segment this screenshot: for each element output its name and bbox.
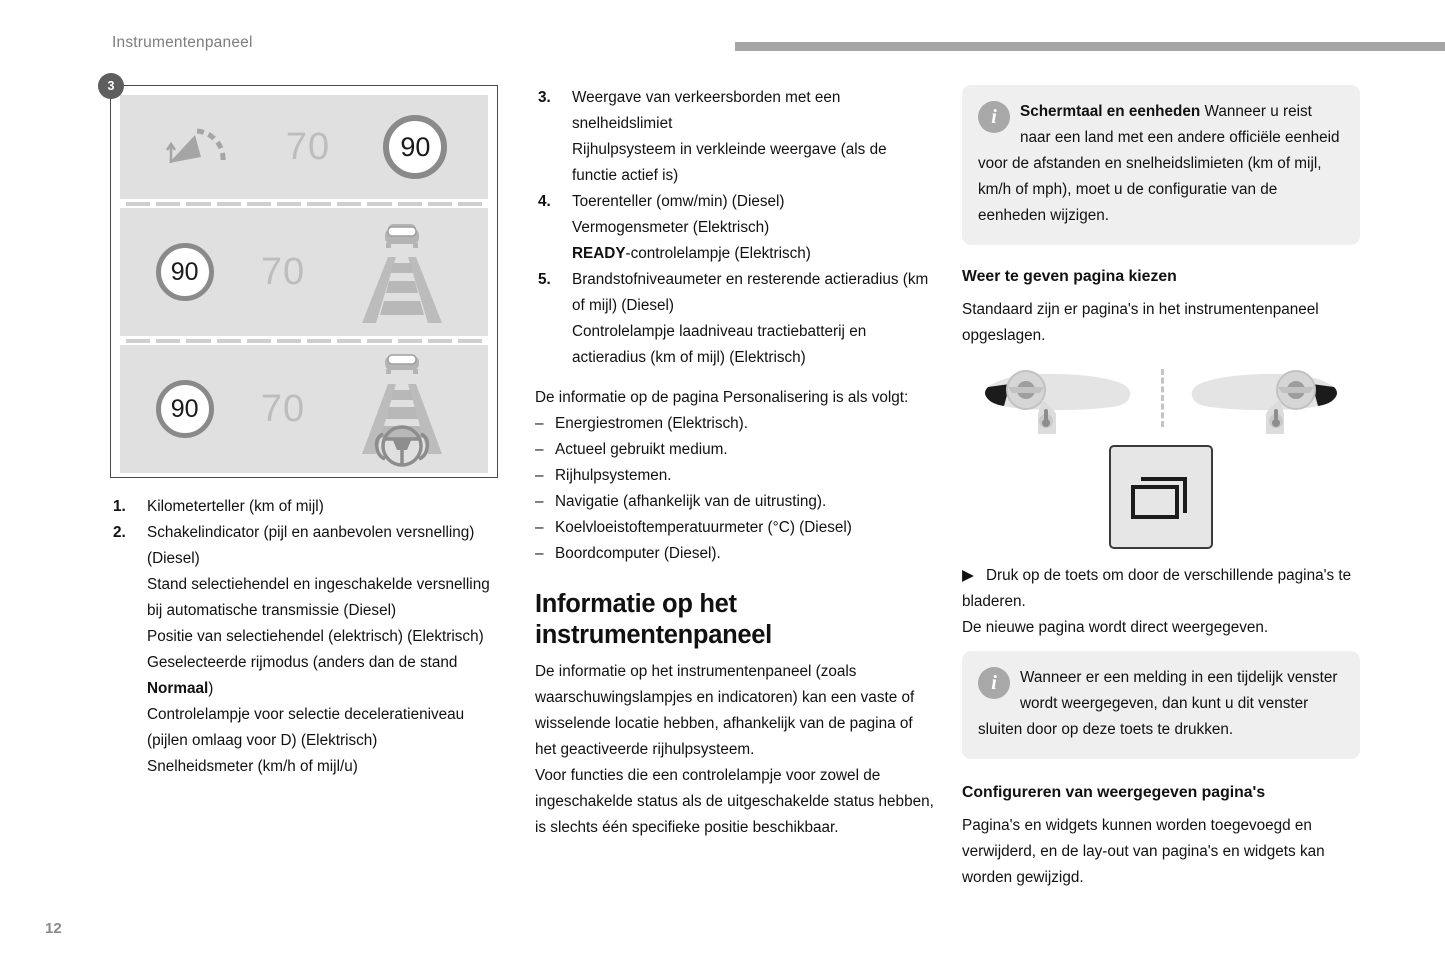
- bullet-item: – Rijhulpsystemen.: [535, 463, 935, 489]
- figure-speed-sign-2: 90: [156, 243, 214, 301]
- paragraph-widgets: Pagina's en widgets kunnen worden toegevoegd en verwijderd, en de lay-out van pagina's en widgets kan worden gewijzigd.: [962, 817, 1325, 886]
- arrow-instruction: [962, 563, 1360, 615]
- header-rule: [735, 42, 1445, 51]
- bullet-item: – Energiestromen (Elektrisch).: [535, 411, 935, 437]
- personalisering-intro: De informatie op de pagina Personalisering is als volgt:: [535, 389, 909, 406]
- list-number: 5.: [538, 271, 551, 288]
- list-item-3: [535, 85, 935, 189]
- section-heading: Informatie op het instrumentenpaneel: [535, 590, 772, 649]
- bullet-item: – Boordcomputer (Diesel).: [535, 541, 935, 567]
- list-item-1: [110, 494, 500, 520]
- heading-weer-te-geven: Weer te geven pagina kiezen: [962, 268, 1177, 285]
- page-number: 12: [45, 920, 62, 937]
- speed-limit-gauge-icon: [161, 123, 233, 171]
- steering-wheel-illustration: [962, 367, 1360, 437]
- info-box-text: Wanneer u reist naar een land met een andere officiële eenheid voor de afstanden en snelheidslimieten (km of mijl, km/h of mph), moet u de configuratie van de eenheden wijzigen.: [978, 103, 1340, 224]
- list-item-4: [535, 189, 935, 267]
- page-header-title: Instrumentenpaneel: [112, 34, 253, 51]
- list-line: Rijhulpsysteem in verkleinde weergave (als de functie actief is): [572, 141, 887, 184]
- arrow-instruction-text: Druk op de toets om door de verschillende pagina's te bladeren.: [962, 567, 1352, 610]
- left-column: [107, 79, 500, 780]
- list-line: Kilometerteller (km of mijl): [147, 498, 324, 515]
- lane-keeping-steering-icon: [352, 350, 452, 468]
- left-hand-drive-dashboard-icon: [980, 367, 1140, 437]
- figure-band-1: [120, 95, 488, 199]
- list-line: Brandstofniveaumeter en resterende actieradius (km of mijl) (Diesel): [572, 271, 929, 314]
- list-item-2: [110, 520, 500, 780]
- left-numbered-list: [110, 494, 500, 780]
- figure-ghost-speed-3: 70: [260, 387, 306, 430]
- list-number: 1.: [113, 498, 126, 515]
- arrow-right-icon: ▶: [962, 567, 974, 584]
- right-column: [962, 85, 1360, 891]
- paragraph-nieuwe-pagina: De nieuwe pagina wordt direct weergegeven.: [962, 619, 1269, 636]
- figure-band-3: [120, 345, 488, 473]
- info-icon: i: [978, 101, 1010, 133]
- figure-speed-sign-1: 90: [383, 115, 447, 179]
- ready-tail: -controlelampje (Elektrisch): [625, 245, 811, 262]
- pages-stack-icon: [1127, 469, 1195, 525]
- heading-configureren: Configureren van weergegeven pagina's: [962, 784, 1266, 801]
- page-scroll-button-illustration: [1109, 445, 1213, 549]
- paragraph-standaard-paginas: Standaard zijn er pagina's in het instrumentenpaneel opgeslagen.: [962, 301, 1319, 344]
- figure-ghost-speed-1: 70: [285, 125, 331, 168]
- bullet-item: – Navigatie (afhankelijk van de uitrusting).: [535, 489, 935, 515]
- illustration-center-divider: [1161, 369, 1164, 427]
- info-icon: i: [978, 667, 1010, 699]
- bullet-item: – Koelvloeistoftemperatuurmeter (°C) (Diesel): [535, 515, 935, 541]
- info-box-text: Wanneer er een melding in een tijdelijk venster wordt weergegeven, dan kunt u dit venster sluiten door op deze toets te drukken.: [978, 669, 1338, 738]
- list-line: Weergave van verkeersborden met een snelheidslimiet: [572, 89, 841, 132]
- figure-lane-divider-2: [120, 336, 488, 345]
- list-line: Controlelampje voor selectie deceleratieniveau (pijlen omlaag voor D) (Elektrisch): [147, 706, 465, 749]
- list-line-text: Geselecteerde rijmodus (anders dan de stand: [147, 654, 458, 671]
- personalisering-bullets: [535, 411, 935, 567]
- list-line: Controlelampje laadniveau tractiebatterij en actieradius (km of mijl) (Elektrisch): [572, 323, 867, 366]
- bullet-item: – Actueel gebruikt medium.: [535, 437, 935, 463]
- figure-band-2: [120, 208, 488, 336]
- figure-lane-divider-1: [120, 199, 488, 208]
- list-line: Schakelindicator (pijl en aanbevolen versnelling) (Diesel): [147, 524, 475, 567]
- list-line: Snelheidsmeter (km/h of mijl/u): [147, 758, 358, 775]
- list-line: Vermogensmeter (Elektrisch): [572, 219, 770, 236]
- instrument-cluster-figure: [107, 79, 498, 478]
- middle-column: [535, 85, 935, 841]
- bold-tail: ): [208, 680, 214, 697]
- info-box-schermtaal: [962, 85, 1360, 245]
- mid-numbered-list: [535, 85, 935, 371]
- section-paragraph-2: Voor functies die een controlelampje voor zowel de ingeschakelde status als de uitgeschakelde status hebben, is slechts één specifieke positie beschikbaar.: [535, 767, 934, 836]
- lane-assist-road-icon: [352, 219, 452, 325]
- list-number: 2.: [113, 524, 126, 541]
- figure-badge: 3: [98, 73, 124, 99]
- list-line: Stand selectiehendel en ingeschakelde versnelling bij automatische transmissie (Diesel): [147, 576, 490, 619]
- info-box-title: Schermtaal en eenheden: [1020, 103, 1201, 120]
- list-line: Positie van selectiehendel (elektrisch) (Elektrisch): [147, 628, 484, 645]
- list-number: 3.: [538, 89, 551, 106]
- bold-normaal: Normaal: [147, 680, 209, 697]
- figure-speed-sign-3: 90: [156, 380, 214, 438]
- list-line: Toerenteller (omw/min) (Diesel): [572, 193, 785, 210]
- list-number: 4.: [538, 193, 551, 210]
- bold-ready: READY: [572, 245, 626, 262]
- figure-ghost-speed-2: 70: [260, 250, 306, 293]
- info-box-melding: [962, 651, 1360, 759]
- list-line-ready: [572, 241, 935, 267]
- list-line-rijmodus: [147, 650, 500, 702]
- section-paragraph-1: De informatie op het instrumentenpaneel (zoals waarschuwingslampjes en indicatoren) kan een vaste of wisselende locatie hebben, afhankelijk van de pagina of het geactiveerde rijhulpsysteem.: [535, 663, 915, 758]
- right-hand-drive-dashboard-icon: [1182, 367, 1342, 437]
- list-item-5: [535, 267, 935, 371]
